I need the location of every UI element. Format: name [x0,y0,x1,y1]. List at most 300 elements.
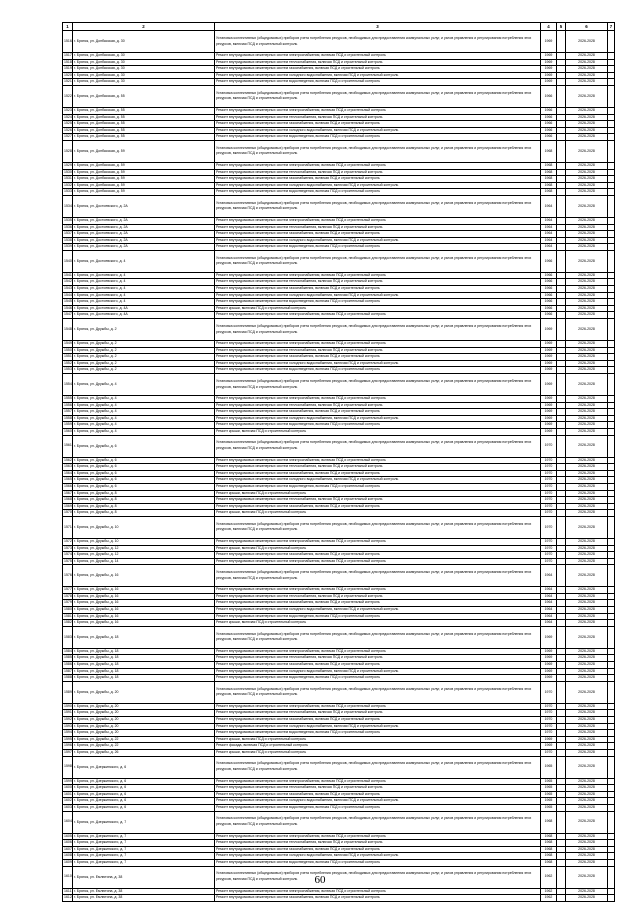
empty-cell [557,895,566,902]
empty-cell [557,558,566,565]
build-year-cell: 1970 [541,552,557,559]
empty-cell [608,840,615,847]
empty-cell [557,662,566,669]
address-cell: г. Брянск, ул. Достоевского, д. 2А [73,237,215,244]
address-cell: г. Брянск, ул. Дзержинского, д. 7 [73,811,215,833]
table-row [63,409,615,416]
work-type-cell: Ремонт внутридомовых инженерных систем холодного водоснабжения, включая ПСД и строительный контроль [215,723,541,730]
table-row [63,396,615,403]
build-year-cell: 1965 [541,798,557,805]
table-row [63,749,615,756]
row-number-cell: 1544 [63,292,73,299]
address-cell: г. Брянск, ул. Достоевского, д. 2А [73,217,215,224]
build-year-cell: 1970 [541,516,557,538]
build-year-cell: 1969 [541,668,557,675]
build-year-cell: 1970 [541,470,557,477]
build-year-cell: 1964 [541,607,557,614]
address-cell: г. Брянск, ул. Донбасская, д. 30 [73,79,215,86]
empty-cell [557,811,566,833]
address-cell: г. Брянск, ул. Достоевского, д. 2А [73,195,215,217]
empty-cell [557,347,566,354]
empty-cell [557,305,566,312]
period-cell: 2026-2028 [566,312,608,319]
table-row [63,853,615,860]
work-type-cell: Ремонт крыши, включая ПСД и строительный контроль [215,510,541,517]
period-cell: 2026-2028 [566,859,608,866]
address-cell: г. Брянск, ул. Донбасская, д. 59 [73,140,215,162]
address-cell: г. Брянск, ул. Дружбы, д. 16 [73,587,215,594]
period-cell: 2026-2028 [566,374,608,396]
empty-cell [608,497,615,504]
work-type-cell: Ремонт внутридомовых инженерных систем теплоснабжения, включая ПСД и строительный контроль [215,402,541,409]
address-cell: г. Брянск, ул. Достоевского, д. 4 [73,292,215,299]
table-row [63,710,615,717]
row-number-cell: 1522 [63,85,73,107]
period-cell: 2026-2028 [566,730,608,737]
empty-cell [557,85,566,107]
table-row [63,107,615,114]
empty-cell [557,79,566,86]
address-cell: г. Брянск, ул. Донбасская, д. 55 [73,114,215,121]
column-number: 3 [215,23,541,31]
address-cell: г. Брянск, ул. Дружбы, д. 2 [73,341,215,348]
table-row [63,613,615,620]
table-row [63,778,615,785]
address-cell: г. Брянск, ул. Дзержинского, д. 7 [73,833,215,840]
row-number-cell: 1607 [63,846,73,853]
row-number-cell: 1591 [63,710,73,717]
address-cell: г. Брянск, ул. Дружбы, д. 18 [73,675,215,682]
empty-cell [557,409,566,416]
empty-cell [608,231,615,238]
row-number-cell: 1569 [63,503,73,510]
empty-cell [557,457,566,464]
table-row [63,717,615,724]
build-year-cell: 1969 [541,72,557,79]
empty-cell [557,189,566,196]
column-number: 4 [541,23,557,31]
period-cell: 2026-2028 [566,422,608,429]
period-cell: 2026-2028 [566,538,608,545]
empty-cell [608,717,615,724]
build-year-cell: 1969 [541,402,557,409]
address-cell: г. Брянск, ул. Дружбы, д. 18 [73,668,215,675]
work-type-cell: Ремонт крыши, включая ПСД и строительный контроль [215,305,541,312]
table-row [63,121,615,128]
address-cell: г. Брянск, ул. Дружбы, д. 22 [73,736,215,743]
empty-cell [557,121,566,128]
work-type-cell: Ремонт внутридомовых инженерных систем газоснабжения, включая ПСД и строительный контроль [215,286,541,293]
row-number-cell: 1600 [63,785,73,792]
build-year-cell: 1970 [541,457,557,464]
row-number-cell: 1526 [63,127,73,134]
row-number-cell: 1552 [63,360,73,367]
address-cell: г. Брянск, ул. Дружбы, д. 6 [73,477,215,484]
row-number-cell: 1543 [63,286,73,293]
period-cell: 2026-2028 [566,464,608,471]
empty-cell [608,272,615,279]
row-number-cell: 1580 [63,607,73,614]
address-cell: г. Брянск, ул. Дзержинского, д. 6 [73,804,215,811]
empty-cell [557,538,566,545]
build-year-cell: 1970 [541,538,557,545]
build-year-cell: 1966 [541,299,557,306]
address-cell: г. Брянск, ул. Достоевского, д. 4А [73,312,215,319]
period-cell: 2026-2028 [566,360,608,367]
work-type-cell: Установка коллективных (общедомовых) приборов учета потребления ресурсов, необходимых для предоставления коммунальных услуг, и узлов управления и регулирования потребления этих ресурсов, включая ПСД и строительный контроль [215,85,541,107]
row-number-cell: 1521 [63,79,73,86]
table-row [63,250,615,272]
build-year-cell: 1970 [541,681,557,703]
build-year-cell: 1970 [541,710,557,717]
empty-cell [608,859,615,866]
address-cell: г. Брянск, ул. Донбасская, д. 30 [73,66,215,73]
table-row [63,552,615,559]
table-row [63,244,615,251]
empty-cell [608,710,615,717]
build-year-cell: 1965 [541,791,557,798]
address-cell: г. Брянск, ул. Дружбы, д. 8 [73,490,215,497]
build-year-cell: 1962 [541,866,557,888]
build-year-cell: 1962 [541,888,557,895]
row-number-cell: 1596 [63,743,73,750]
table-row [63,367,615,374]
period-cell: 2026-2028 [566,477,608,484]
work-type-cell: Ремонт внутридомовых инженерных систем электроснабжения, включая ПСД и строительный контроль [215,703,541,710]
work-type-cell: Ремонт внутридомовых инженерных систем холодного водоснабжения, включая ПСД и строительный контроль [215,798,541,805]
empty-cell [608,305,615,312]
address-cell: г. Брянск, ул. Дружбы, д. 18 [73,626,215,648]
period-cell: 2026-2028 [566,217,608,224]
address-cell: г. Брянск, ул. Дружбы, д. 4 [73,415,215,422]
build-year-cell: 1966 [541,127,557,134]
build-year-cell: 1968 [541,833,557,840]
row-number-cell: 1517 [63,53,73,60]
empty-cell [557,552,566,559]
empty-cell [608,477,615,484]
build-year-cell: 1965 [541,756,557,778]
table-row [63,224,615,231]
address-cell: г. Брянск, ул. Дружбы, д. 8 [73,510,215,517]
work-type-cell: Ремонт внутридомовых инженерных систем электроснабжения, включая ПСД и строительный контроль [215,272,541,279]
work-type-cell: Ремонт внутридомовых инженерных систем электроснабжения, включая ПСД и строительный контроль [215,312,541,319]
address-cell: г. Брянск, ул. Донбасская, д. 59 [73,182,215,189]
build-year-cell: 1969 [541,53,557,60]
empty-cell [608,237,615,244]
address-cell: г. Брянск, ул. Донбасская, д. 30 [73,72,215,79]
work-type-cell: Ремонт внутридомовых инженерных систем теплоснабжения, включая ПСД и строительный контроль [215,785,541,792]
build-year-cell: 1964 [541,613,557,620]
empty-cell [557,497,566,504]
address-cell: г. Брянск, ул. Дружбы, д. 8 [73,497,215,504]
period-cell: 2026-2028 [566,565,608,587]
period-cell: 2026-2028 [566,785,608,792]
empty-cell [557,778,566,785]
period-cell: 2026-2028 [566,593,608,600]
period-cell: 2026-2028 [566,895,608,902]
build-year-cell: 1966 [541,121,557,128]
table-row [63,840,615,847]
empty-cell [608,53,615,60]
empty-cell [557,565,566,587]
empty-cell [608,552,615,559]
period-cell: 2026-2028 [566,620,608,627]
empty-cell [608,703,615,710]
work-type-cell: Ремонт внутридомовых инженерных систем электроснабжения, включая ПСД и строительный контроль [215,396,541,403]
address-cell: г. Брянск, ул. Дзержинского, д. 7 [73,840,215,847]
build-year-cell: 1968 [541,140,557,162]
row-number-cell: 1564 [63,470,73,477]
build-year-cell: 1968 [541,853,557,860]
period-cell: 2026-2028 [566,552,608,559]
table-row [63,756,615,778]
table-row [63,140,615,162]
work-type-cell: Установка коллективных (общедомовых) приборов учета потребления ресурсов, необходимых для предоставления коммунальных услуг, и узлов управления и регулирования потребления этих ресурсов, включая ПСД и строительный контроль [215,435,541,457]
empty-cell [557,503,566,510]
table-row [63,319,615,341]
address-cell: г. Брянск, ул. Дружбы, д. 16 [73,565,215,587]
empty-cell [608,662,615,669]
row-number-cell: 1535 [63,217,73,224]
build-year-cell: 1965 [541,804,557,811]
empty-cell [608,587,615,594]
period-cell: 2026-2028 [566,607,608,614]
build-year-cell: 1970 [541,497,557,504]
table-row [63,587,615,594]
empty-cell [608,593,615,600]
empty-cell [608,804,615,811]
build-year-cell: 1970 [541,483,557,490]
table-row [63,895,615,902]
address-cell: г. Брянск, ул. Дзержинского, д. 6 [73,798,215,805]
empty-cell [608,538,615,545]
address-cell: г. Брянск, ул. Донбасская, д. 59 [73,189,215,196]
empty-cell [557,717,566,724]
address-cell: г. Брянск, ул. Дружбы, д. 16 [73,613,215,620]
empty-cell [557,483,566,490]
empty-cell [608,415,615,422]
address-cell: г. Брянск, ул. Донбасская, д. 55 [73,107,215,114]
empty-cell [557,195,566,217]
build-year-cell: 1962 [541,895,557,902]
row-number-cell: 1528 [63,140,73,162]
row-number-cell: 1538 [63,237,73,244]
row-number-cell: 1541 [63,272,73,279]
period-cell: 2026-2028 [566,347,608,354]
build-year-cell: 1968 [541,162,557,169]
table-row [63,195,615,217]
period-cell: 2026-2028 [566,648,608,655]
period-cell: 2026-2028 [566,341,608,348]
period-cell: 2026-2028 [566,107,608,114]
empty-cell [608,756,615,778]
build-year-cell: 1969 [541,743,557,750]
empty-cell [557,648,566,655]
period-cell: 2026-2028 [566,182,608,189]
work-type-cell: Ремонт внутридомовых инженерных систем теплоснабжения, включая ПСД и строительный контроль [215,655,541,662]
build-year-cell: 1968 [541,846,557,853]
empty-cell [557,743,566,750]
empty-cell [608,292,615,299]
period-cell: 2026-2028 [566,703,608,710]
table-row [63,360,615,367]
empty-cell [608,600,615,607]
address-cell: г. Брянск, ул. Емлютина, д. 38 [73,888,215,895]
empty-cell [557,367,566,374]
work-type-cell: Ремонт внутридомовых инженерных систем газоснабжения, включая ПСД и строительный контроль [215,121,541,128]
empty-cell [557,244,566,251]
build-year-cell: 1964 [541,195,557,217]
table-row [63,798,615,805]
empty-cell [608,888,615,895]
empty-cell [608,675,615,682]
work-type-cell: Ремонт крыши, включая ПСД и строительный контроль [215,620,541,627]
empty-cell [608,286,615,293]
empty-cell [608,341,615,348]
work-type-cell: Ремонт внутридомовых инженерных систем холодного водоснабжения, включая ПСД и строительный контроль [215,668,541,675]
address-cell: г. Брянск, ул. Дзержинского, д. 7 [73,846,215,853]
empty-cell [557,613,566,620]
build-year-cell: 1969 [541,354,557,361]
empty-cell [557,859,566,866]
empty-cell [557,620,566,627]
table-row [63,231,615,238]
empty-cell [557,134,566,141]
address-cell: г. Брянск, ул. Дружбы, д. 4 [73,396,215,403]
empty-cell [608,457,615,464]
row-number-cell: 1551 [63,354,73,361]
empty-cell [557,853,566,860]
table-row [63,162,615,169]
work-type-cell: Установка коллективных (общедомовых) приборов учета потребления ресурсов, необходимых для предоставления коммунальных услуг, и узлов управления и регулирования потребления этих ресурсов, включая ПСД и строительный контроль [215,756,541,778]
table-row [63,516,615,538]
address-cell: г. Брянск, ул. Донбасская, д. 55 [73,121,215,128]
address-cell: г. Брянск, ул. Емлютина, д. 38 [73,895,215,902]
period-cell: 2026-2028 [566,558,608,565]
empty-cell [557,59,566,66]
row-number-cell: 1599 [63,778,73,785]
address-cell: г. Брянск, ул. Дружбы, д. 20 [73,730,215,737]
row-number-cell: 1542 [63,279,73,286]
build-year-cell: 1970 [541,749,557,756]
address-cell: г. Брянск, ул. Дружбы, д. 18 [73,655,215,662]
work-type-cell: Установка коллективных (общедомовых) приборов учета потребления ресурсов, необходимых для предоставления коммунальных услуг, и узлов управления и регулирования потребления этих ресурсов, включая ПСД и строительный контроль [215,811,541,833]
work-type-cell: Ремонт внутридомовых инженерных систем теплоснабжения, включая ПСД и строительный контроль [215,169,541,176]
period-cell: 2026-2028 [566,675,608,682]
period-cell: 2026-2028 [566,85,608,107]
table-row [63,292,615,299]
empty-cell [557,374,566,396]
row-number-cell: 1523 [63,107,73,114]
work-type-cell: Ремонт внутридомовых инженерных систем холодного водоснабжения, включая ПСД и строительный контроль [215,237,541,244]
build-year-cell: 1969 [541,360,557,367]
address-cell: г. Брянск, ул. Дзержинского, д. 6 [73,791,215,798]
empty-cell [557,668,566,675]
program-table-page [62,22,614,902]
empty-cell [557,736,566,743]
table-row [63,593,615,600]
build-year-cell: 1966 [541,272,557,279]
empty-cell [557,749,566,756]
row-number-cell: 1571 [63,516,73,538]
period-cell: 2026-2028 [566,840,608,847]
address-cell: г. Брянск, ул. Донбасская, д. 55 [73,85,215,107]
empty-cell [608,134,615,141]
empty-cell [608,736,615,743]
period-cell: 2026-2028 [566,66,608,73]
work-type-cell: Ремонт внутридомовых инженерных систем газоснабжения, включая ПСД и строительный контроль [215,895,541,902]
build-year-cell: 1970 [541,723,557,730]
empty-cell [557,833,566,840]
period-cell: 2026-2028 [566,31,608,53]
empty-cell [608,510,615,517]
build-year-cell: 1965 [541,785,557,792]
work-type-cell: Ремонт крыши, включая ПСД и строительный контроль [215,736,541,743]
row-number-cell: 1573 [63,545,73,552]
period-cell: 2026-2028 [566,169,608,176]
table-row [63,675,615,682]
work-type-cell: Ремонт внутридомовых инженерных систем электроснабжения, включая ПСД и строительный контроль [215,162,541,169]
work-type-cell: Ремонт внутридомовых инженерных систем электроснабжения, включая ПСД и строительный контроль [215,648,541,655]
table-row [63,114,615,121]
period-cell: 2026-2028 [566,710,608,717]
build-year-cell: 1969 [541,662,557,669]
address-cell: г. Брянск, ул. Дружбы, д. 18 [73,662,215,669]
row-number-cell: 1556 [63,402,73,409]
table-row [63,59,615,66]
table-row [63,134,615,141]
build-year-cell: 1970 [541,435,557,457]
build-year-cell: 1964 [541,217,557,224]
period-cell: 2026-2028 [566,319,608,341]
column-number: 7 [608,23,615,31]
period-cell: 2026-2028 [566,778,608,785]
table-row [63,703,615,710]
empty-cell [608,224,615,231]
build-year-cell: 1966 [541,286,557,293]
period-cell: 2026-2028 [566,483,608,490]
row-number-cell: 1603 [63,804,73,811]
empty-cell [608,648,615,655]
row-number-cell: 1602 [63,798,73,805]
empty-cell [608,402,615,409]
empty-cell [608,681,615,703]
build-year-cell: 1968 [541,811,557,833]
empty-cell [557,587,566,594]
row-number-cell: 1562 [63,457,73,464]
table-row [63,785,615,792]
table-row [63,428,615,435]
period-cell: 2026-2028 [566,114,608,121]
period-cell: 2026-2028 [566,600,608,607]
work-type-cell: Ремонт внутридомовых инженерных систем холодного водоснабжения, включая ПСД и строительный контроль [215,853,541,860]
table-row [63,791,615,798]
empty-cell [557,593,566,600]
period-cell: 2026-2028 [566,396,608,403]
empty-cell [557,319,566,341]
work-type-cell: Ремонт внутридомовых инженерных систем газоснабжения, включая ПСД и строительный контроль [215,552,541,559]
table-row [63,72,615,79]
period-cell: 2026-2028 [566,846,608,853]
table-row [63,503,615,510]
build-year-cell: 1966 [541,134,557,141]
empty-cell [608,428,615,435]
period-cell: 2026-2028 [566,244,608,251]
table-row [63,538,615,545]
address-cell: г. Брянск, ул. Дружбы, д. 6 [73,464,215,471]
table-row [63,811,615,833]
period-cell: 2026-2028 [566,503,608,510]
